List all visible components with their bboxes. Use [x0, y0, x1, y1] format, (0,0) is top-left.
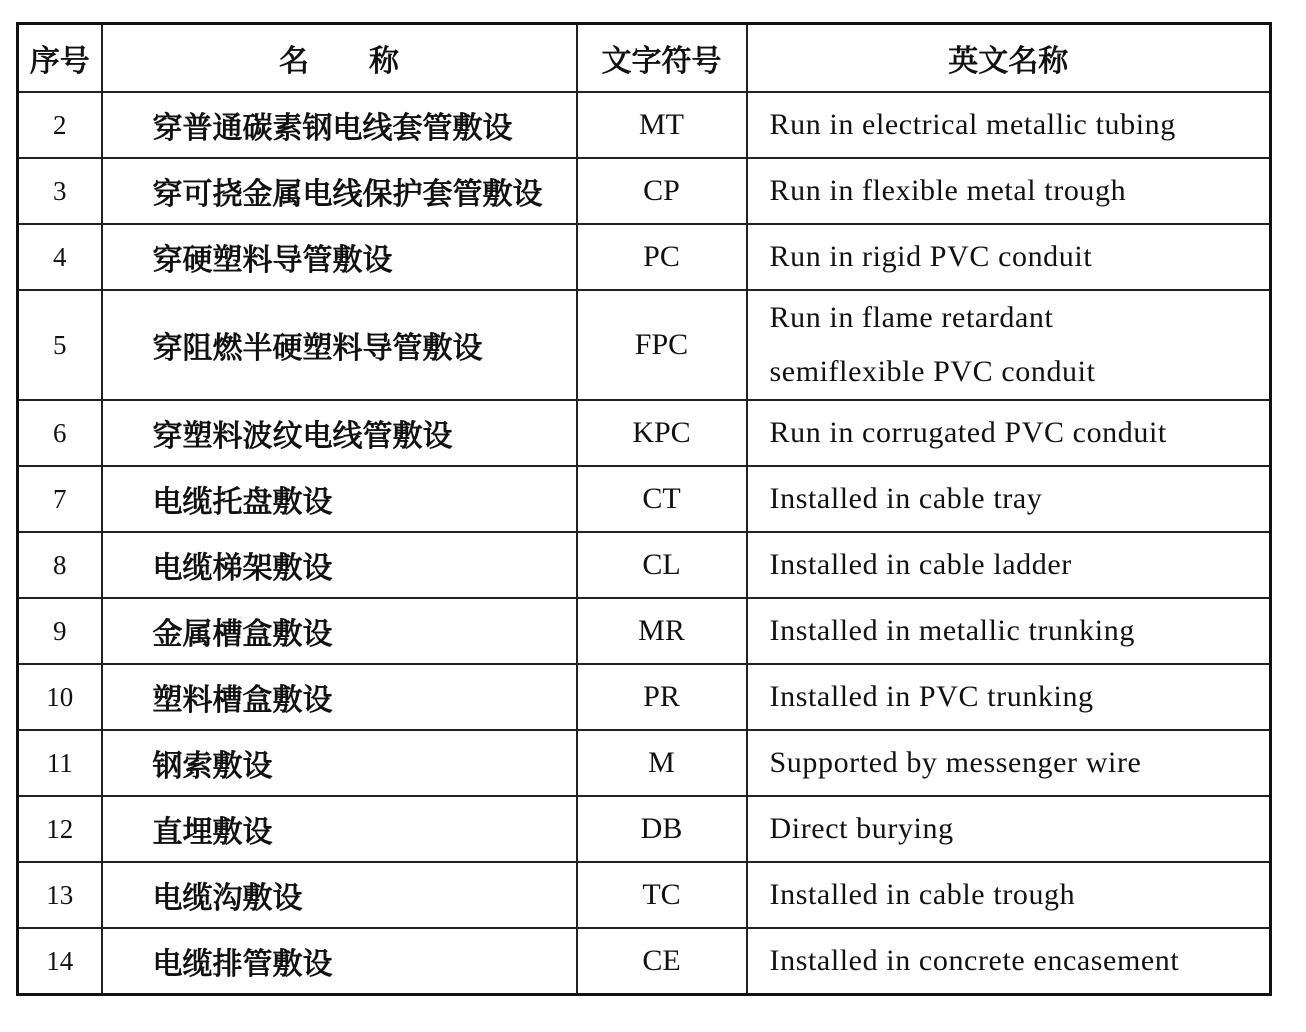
- row-code: CL: [577, 532, 747, 598]
- header-code: 文字符号: [577, 24, 747, 93]
- row-english: [747, 532, 1271, 598]
- row-name: 电缆排管敷设: [102, 928, 577, 995]
- row-seq: 11: [18, 730, 102, 796]
- table-row: [18, 224, 1271, 290]
- table-body: [18, 92, 1271, 995]
- row-name: 金属槽盒敷设: [102, 598, 577, 664]
- row-english: [747, 224, 1271, 290]
- header-row: [18, 24, 1271, 93]
- row-seq: 2: [18, 92, 102, 158]
- row-seq: 14: [18, 928, 102, 995]
- row-code: MT: [577, 92, 747, 158]
- row-english-line: Run in corrugated PVC conduit: [769, 416, 1167, 449]
- row-english: [747, 730, 1271, 796]
- row-english-line: semiflexible PVC conduit: [769, 355, 1096, 388]
- row-seq: 9: [18, 598, 102, 664]
- row-english: [747, 92, 1271, 158]
- row-code: DB: [577, 796, 747, 862]
- row-english-line: Run in rigid PVC conduit: [769, 240, 1093, 273]
- row-code: PC: [577, 224, 747, 290]
- row-code: PR: [577, 664, 747, 730]
- row-name: 钢索敷设: [102, 730, 577, 796]
- table-row: [18, 730, 1271, 796]
- row-english: [747, 158, 1271, 224]
- row-code: CE: [577, 928, 747, 995]
- table-row: [18, 400, 1271, 466]
- row-name: 穿塑料波纹电线管敷设: [102, 400, 577, 466]
- table-row: [18, 290, 1271, 400]
- row-english: [747, 664, 1271, 730]
- table-row: [18, 92, 1271, 158]
- row-seq: 10: [18, 664, 102, 730]
- row-english-line: Installed in cable tray: [769, 482, 1043, 515]
- row-seq: 4: [18, 224, 102, 290]
- table-row: [18, 158, 1271, 224]
- row-seq: 12: [18, 796, 102, 862]
- row-name: 穿阻燃半硬塑料导管敷设: [102, 290, 577, 400]
- row-seq: 5: [18, 290, 102, 400]
- row-seq: 7: [18, 466, 102, 532]
- row-seq: 3: [18, 158, 102, 224]
- row-name: 电缆沟敷设: [102, 862, 577, 928]
- row-code: M: [577, 730, 747, 796]
- wiring-method-table: [16, 22, 1272, 996]
- row-code: TC: [577, 862, 747, 928]
- row-english: [747, 400, 1271, 466]
- row-seq: 8: [18, 532, 102, 598]
- row-name: 直埋敷设: [102, 796, 577, 862]
- row-name: 穿可挠金属电线保护套管敷设: [102, 158, 577, 224]
- table-row: [18, 598, 1271, 664]
- row-seq: 6: [18, 400, 102, 466]
- wiring-method-table-container: [16, 22, 1272, 996]
- row-code: KPC: [577, 400, 747, 466]
- row-name: 穿普通碳素钢电线套管敷设: [102, 92, 577, 158]
- row-english-line: Direct burying: [769, 812, 954, 845]
- row-name: 电缆托盘敷设: [102, 466, 577, 532]
- row-english-line: Run in electrical metallic tubing: [769, 108, 1176, 141]
- row-english-line: Run in flexible metal trough: [769, 174, 1127, 207]
- header-name: 名 称: [102, 24, 577, 93]
- row-english: [747, 796, 1271, 862]
- row-english: [747, 466, 1271, 532]
- table-row: [18, 664, 1271, 730]
- row-code: CT: [577, 466, 747, 532]
- table-row: [18, 532, 1271, 598]
- row-name: 塑料槽盒敷设: [102, 664, 577, 730]
- row-english-line: Installed in concrete encasement: [769, 944, 1180, 977]
- table-row: [18, 928, 1271, 995]
- row-english-line: Installed in PVC trunking: [769, 680, 1094, 713]
- row-name: 穿硬塑料导管敷设: [102, 224, 577, 290]
- row-english: [747, 928, 1271, 995]
- header-english: 英文名称: [747, 24, 1271, 93]
- row-name: 电缆梯架敷设: [102, 532, 577, 598]
- table-header: [18, 24, 1271, 93]
- table-row: [18, 466, 1271, 532]
- row-english: [747, 598, 1271, 664]
- row-english-line: Installed in metallic trunking: [769, 614, 1135, 647]
- row-code: FPC: [577, 290, 747, 400]
- header-seq: 序号: [18, 24, 102, 93]
- row-seq: 13: [18, 862, 102, 928]
- table-row: [18, 862, 1271, 928]
- row-english-line: Supported by messenger wire: [769, 746, 1142, 779]
- row-code: MR: [577, 598, 747, 664]
- row-english: [747, 290, 1271, 400]
- row-code: CP: [577, 158, 747, 224]
- row-english-line: Installed in cable trough: [769, 878, 1076, 911]
- table-row: [18, 796, 1271, 862]
- row-english-line: Run in flame retardant: [769, 301, 1054, 334]
- row-english-line: Installed in cable ladder: [769, 548, 1072, 581]
- row-english: [747, 862, 1271, 928]
